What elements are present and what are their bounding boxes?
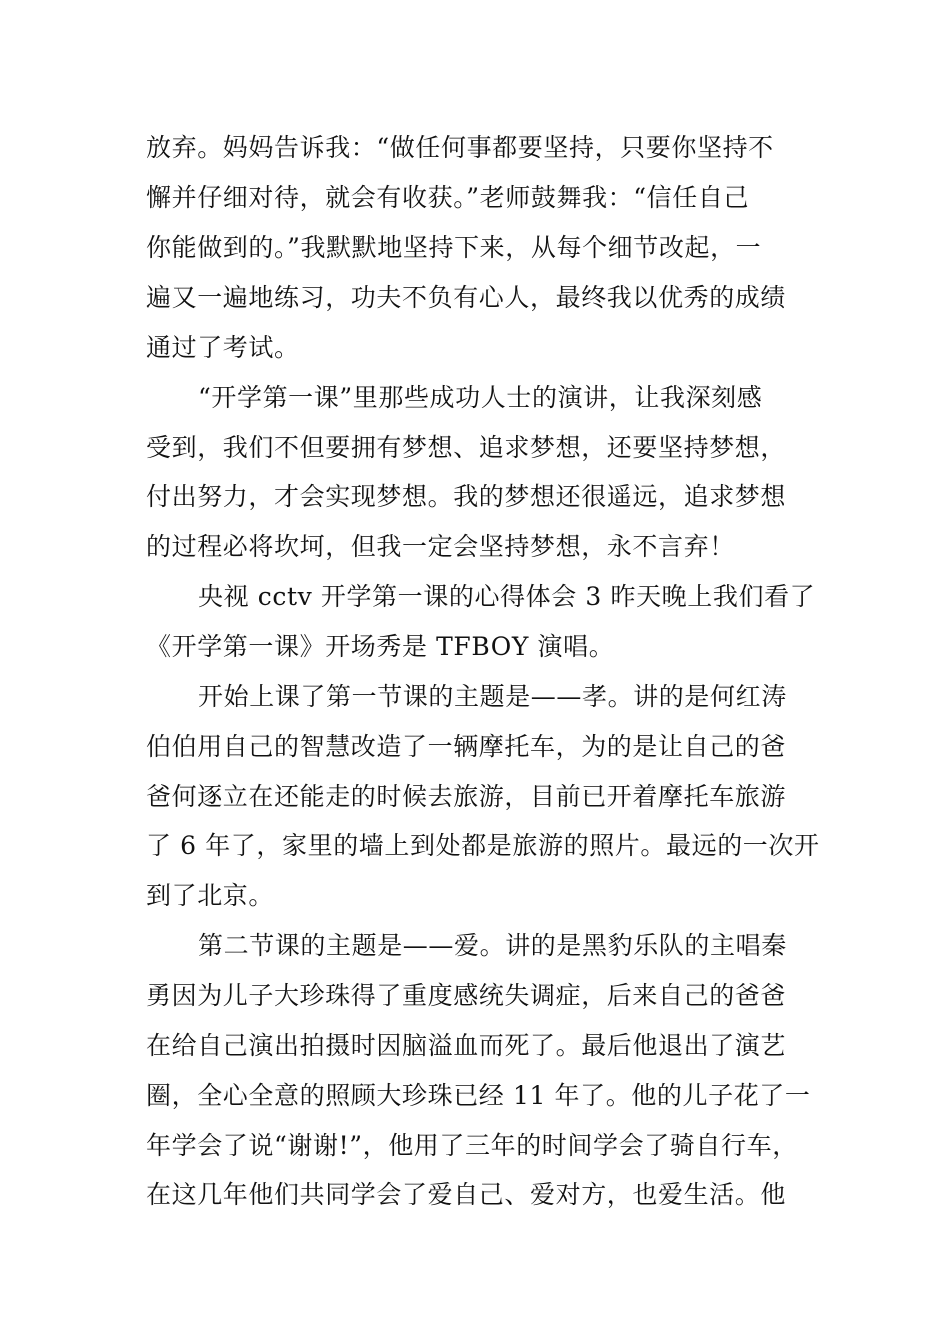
text-line: 你能做到的。”我默默地坚持下来，从每个细节改起，一 [146,233,762,262]
text-line: 了 6 年了，家里的墙上到处都是旅游的照片。最远的一次开 [146,831,820,860]
text-line: 勇因为儿子大珍珠得了重度感统失调症，后来自己的爸爸 [146,981,787,1010]
text-line: 在这几年他们共同学会了爱自己、爱对方，也爱生活。他 [146,1180,787,1209]
text-line: 通过了考试。 [146,333,300,362]
text-line: 开始上课了第一节课的主题是——孝。讲的是何红涛 [198,682,787,711]
text-line: 付出努力，才会实现梦想。我的梦想还很遥远，追求梦想 [146,482,787,511]
text-line: 爸何逐立在还能走的时候去旅游，目前已开着摩托车旅游 [146,782,787,811]
text-line: 遍又一遍地练习，功夫不负有心人，最终我以优秀的成绩 [146,283,787,312]
text-line: “开学第一课”里那些成功人士的演讲，让我深刻感 [198,383,763,412]
text-line: 懈并仔细对待，就会有收获。”老师鼓舞我：“信任自己 [146,183,750,212]
text-line: 在给自己演出拍摄时因脑溢血而死了。最后他退出了演艺 [146,1031,787,1060]
text-line: 的过程必将坎坷，但我一定会坚持梦想，永不言弃！ [146,532,735,561]
text-line: 第二节课的主题是——爱。讲的是黑豹乐队的主唱秦 [198,931,787,960]
text-line: 圈，全心全意的照顾大珍珠已经 11 年了。他的儿子花了一 [146,1081,811,1110]
text-line: 央视 cctv 开学第一课的心得体会 3 昨天晚上我们看了 [198,582,816,611]
text-line: 年学会了说“谢谢!”，他用了三年的时间学会了骑自行车， [146,1131,798,1160]
text-line: 放弃。妈妈告诉我：“做任何事都要坚持，只要你坚持不 [146,133,774,162]
text-line: 到了北京。 [146,881,275,910]
text-line: 受到，我们不但要拥有梦想、追求梦想，还要坚持梦想， [146,433,787,462]
text-line: 《开学第一课》开场秀是 TFBOY 演唱。 [146,632,615,661]
text-line: 伯伯用自己的智慧改造了一辆摩托车，为的是让自己的爸 [146,732,787,761]
